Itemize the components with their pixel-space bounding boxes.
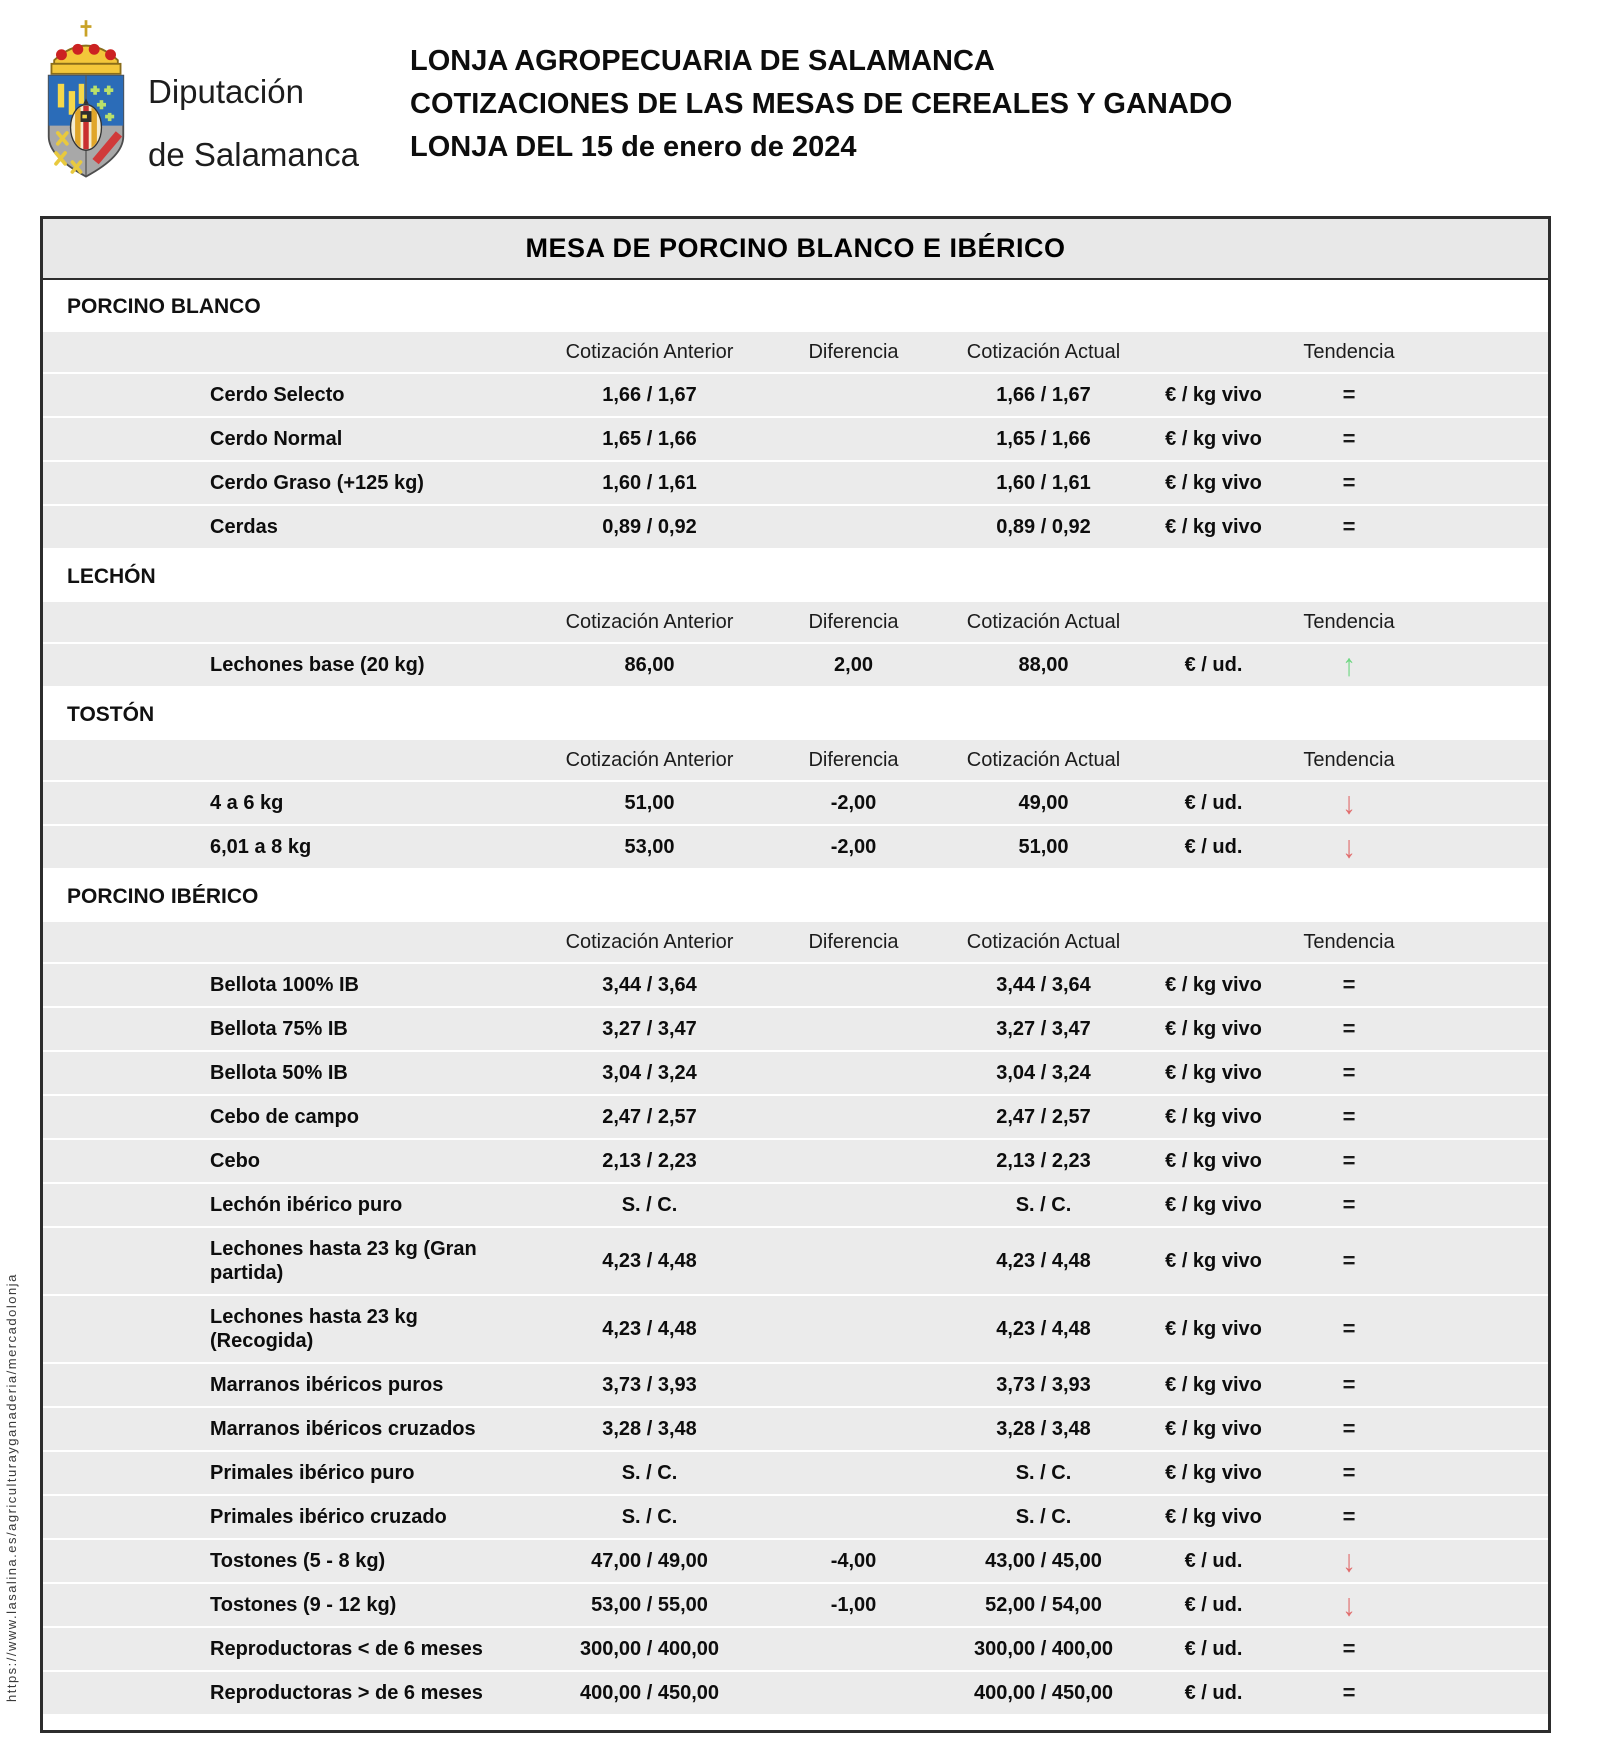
trend-equal-icon: = [1342,1416,1356,1441]
unit-label: € / ud. [1184,1682,1243,1704]
column-header-actual: Cotización Actual [966,610,1121,633]
value-anterior: 4,23 / 4,48 [602,1318,697,1340]
trend-equal-icon: = [1342,1372,1356,1397]
column-header-diferencia: Diferencia [808,930,899,953]
value-actual: 3,28 / 3,48 [996,1418,1091,1440]
table-title: MESA DE PORCINO BLANCO E IBÉRICO [43,219,1548,280]
unit-label: € / kg vivo [1165,516,1262,538]
trend-up-icon: ↑ [1342,647,1356,683]
row-label: Bellota 50% IB [210,1062,348,1084]
trend-equal-icon: = [1342,1148,1356,1173]
table-row [43,964,1548,1006]
value-actual: 1,60 / 1,61 [996,472,1091,494]
row-label: Cerdas [210,516,278,538]
row-label: Cerdo Selecto [210,384,345,406]
unit-label: € / kg vivo [1165,1194,1262,1216]
unit-label: € / ud. [1184,1594,1243,1616]
column-header-actual: Cotización Actual [966,930,1121,953]
trend-equal-icon: = [1342,972,1356,997]
row-label: Cebo de campo [210,1106,359,1128]
row-label: Primales ibérico cruzado [210,1506,447,1528]
column-header-actual: Cotización Actual [966,748,1121,771]
value-anterior: S. / C. [621,1506,678,1528]
row-label: Bellota 100% IB [210,974,359,996]
value-anterior: 0,89 / 0,92 [602,516,697,538]
unit-label: € / kg vivo [1165,1150,1262,1172]
row-label: Primales ibérico puro [210,1462,415,1484]
table-row [43,1496,1548,1538]
trend-equal-icon: = [1342,1060,1356,1085]
column-header-anterior: Cotización Anterior [565,930,734,953]
table-row [43,1140,1548,1182]
column-header-tendencia: Tendencia [1303,340,1395,363]
trend-equal-icon: = [1342,1192,1356,1217]
trend-equal-icon: = [1342,1680,1356,1705]
value-anterior: 300,00 / 400,00 [579,1638,719,1660]
vertical-source-url: https://www.lasalina.es/agriculturayganaderia/mercadolonja [4,1273,19,1702]
column-header-diferencia: Diferencia [808,610,899,633]
trend-down-icon: ↓ [1342,1543,1356,1579]
column-header-anterior: Cotización Anterior [565,748,734,771]
row-label: Lechones hasta 23 kg (Recogida) [210,1306,418,1352]
table-row [43,644,1548,686]
value-anterior: 1,65 / 1,66 [602,428,697,450]
value-anterior: S. / C. [621,1194,678,1216]
row-label: Tostones (5 - 8 kg) [210,1550,386,1572]
value-actual: 3,73 / 3,93 [996,1374,1091,1396]
value-anterior: 51,00 [624,792,675,814]
trend-equal-icon: = [1342,1504,1356,1529]
value-actual: 1,66 / 1,67 [996,384,1091,406]
unit-label: € / kg vivo [1165,1374,1262,1396]
value-anterior: 3,27 / 3,47 [602,1018,697,1040]
column-header-row [43,740,1548,780]
section-label-lechon: LECHÓN [43,550,1548,602]
value-actual: 3,27 / 3,47 [996,1018,1091,1040]
row-label: Cebo [210,1150,260,1172]
value-anterior: 1,60 / 1,61 [602,472,697,494]
unit-label: € / kg vivo [1165,1462,1262,1484]
table-row [43,1184,1548,1226]
value-actual: 52,00 / 54,00 [985,1594,1102,1616]
value-actual: 400,00 / 450,00 [973,1682,1113,1704]
table-row [43,1628,1548,1670]
unit-label: € / kg vivo [1165,1506,1262,1528]
value-actual: 2,13 / 2,23 [996,1150,1091,1172]
table-row [43,1452,1548,1494]
table-row [43,418,1548,460]
trend-down-icon: ↓ [1342,785,1356,821]
table-row [43,374,1548,416]
value-anterior: 3,04 / 3,24 [602,1062,697,1084]
row-label: Cerdo Graso (+125 kg) [210,472,424,494]
unit-label: € / kg vivo [1165,472,1262,494]
value-anterior: S. / C. [621,1462,678,1484]
column-header-anterior: Cotización Anterior [565,610,734,633]
table-row [43,1540,1548,1582]
row-label: 6,01 a 8 kg [210,836,312,858]
value-anterior: 3,44 / 3,64 [602,974,697,996]
value-actual: S. / C. [1015,1194,1072,1216]
table-row [43,1584,1548,1626]
row-label: Bellota 75% IB [210,1018,348,1040]
row-label: Marranos ibéricos puros [210,1374,444,1396]
value-actual: 4,23 / 4,48 [996,1250,1091,1272]
unit-label: € / kg vivo [1165,1250,1262,1272]
diputacion-logo [36,12,396,192]
unit-label: € / kg vivo [1165,1418,1262,1440]
value-actual: 4,23 / 4,48 [996,1318,1091,1340]
column-header-row [43,922,1548,962]
column-header-diferencia: Diferencia [808,340,899,363]
value-actual: 49,00 [1018,792,1069,814]
value-anterior: 4,23 / 4,48 [602,1250,697,1272]
value-anterior: 2,47 / 2,57 [602,1106,697,1128]
column-header-diferencia: Diferencia [808,748,899,771]
trend-down-icon: ↓ [1342,1587,1356,1623]
title-line-2: COTIZACIONES DE LAS MESAS DE CEREALES Y GANADO [410,88,1233,120]
trend-equal-icon: = [1342,426,1356,451]
value-actual: 43,00 / 45,00 [985,1550,1102,1572]
unit-label: € / ud. [1184,836,1243,858]
value-anterior: 3,73 / 3,93 [602,1374,697,1396]
table-row [43,1364,1548,1406]
value-actual: 3,04 / 3,24 [996,1062,1091,1084]
trend-equal-icon: = [1342,514,1356,539]
value-diferencia: -2,00 [830,792,877,814]
value-diferencia: 2,00 [834,654,873,676]
table-row [43,1008,1548,1050]
unit-label: € / kg vivo [1165,1018,1262,1040]
unit-label: € / ud. [1184,792,1243,814]
table-row [43,1408,1548,1450]
column-header-row [43,602,1548,642]
unit-label: € / kg vivo [1165,974,1262,996]
row-label: Marranos ibéricos cruzados [210,1418,476,1440]
unit-label: € / ud. [1184,1550,1243,1572]
table-row [43,826,1548,868]
column-header-row [43,332,1548,372]
value-diferencia: -2,00 [830,836,877,858]
value-actual: 88,00 [1018,654,1069,676]
row-label: Lechones base (20 kg) [210,654,425,676]
table-sections [43,280,1548,1714]
trend-equal-icon: = [1342,1316,1356,1341]
table-row [43,1672,1548,1714]
trend-equal-icon: = [1342,1460,1356,1485]
value-anterior: 53,00 [624,836,675,858]
trend-equal-icon: = [1342,470,1356,495]
row-label: Reproductoras > de 6 meses [210,1682,483,1704]
value-diferencia: -4,00 [830,1550,877,1572]
row-label: Tostones (9 - 12 kg) [210,1594,397,1616]
trend-down-icon: ↓ [1342,829,1356,865]
trend-equal-icon: = [1342,1248,1356,1273]
value-actual: 1,65 / 1,66 [996,428,1091,450]
trend-equal-icon: = [1342,382,1356,407]
logo-text-line1: Diputación [148,73,304,110]
column-header-tendencia: Tendencia [1303,610,1395,633]
unit-label: € / ud. [1184,654,1243,676]
title-line-1: LONJA AGROPECUARIA DE SALAMANCA [410,45,995,77]
row-label: Reproductoras < de 6 meses [210,1638,483,1660]
document-title [410,40,1232,169]
value-actual: 0,89 / 0,92 [996,516,1091,538]
table-row [43,782,1548,824]
value-anterior: 86,00 [624,654,675,676]
value-anterior: 400,00 / 450,00 [579,1682,719,1704]
value-actual: S. / C. [1015,1506,1072,1528]
title-line-3: LONJA DEL 15 de enero de 2024 [410,131,857,163]
column-header-tendencia: Tendencia [1303,930,1395,953]
unit-label: € / kg vivo [1165,1062,1262,1084]
unit-label: € / kg vivo [1165,1106,1262,1128]
trend-equal-icon: = [1342,1016,1356,1041]
unit-label: € / kg vivo [1165,384,1262,406]
row-label: Lechones hasta 23 kg (Gran partida) [210,1238,477,1284]
table-row [43,1228,1548,1294]
table-row [43,462,1548,504]
value-actual: 2,47 / 2,57 [996,1106,1091,1128]
row-label: Lechón ibérico puro [210,1194,403,1216]
section-label-porcino-iberico: PORCINO IBÉRICO [43,870,1548,922]
price-table [40,216,1551,1733]
coat-of-arms-icon [36,16,136,188]
value-anterior: 1,66 / 1,67 [602,384,697,406]
column-header-tendencia: Tendencia [1303,748,1395,771]
value-anterior: 3,28 / 3,48 [602,1418,697,1440]
column-header-actual: Cotización Actual [966,340,1121,363]
table-row [43,1296,1548,1362]
trend-equal-icon: = [1342,1104,1356,1129]
table-row [43,506,1548,548]
unit-label: € / kg vivo [1165,428,1262,450]
value-actual: 300,00 / 400,00 [973,1638,1113,1660]
row-label: Cerdo Normal [210,428,343,450]
value-anterior: 2,13 / 2,23 [602,1150,697,1172]
value-actual: S. / C. [1015,1462,1072,1484]
value-diferencia: -1,00 [830,1594,877,1616]
column-header-anterior: Cotización Anterior [565,340,734,363]
section-label-porcino-blanco: PORCINO BLANCO [43,280,1548,332]
value-anterior: 53,00 / 55,00 [591,1594,708,1616]
value-anterior: 47,00 / 49,00 [591,1550,708,1572]
section-label-toston: TOSTÓN [43,688,1548,740]
value-actual: 3,44 / 3,64 [996,974,1091,996]
table-row [43,1052,1548,1094]
logo-text-line2: de Salamanca [148,136,359,173]
table-row [43,1096,1548,1138]
trend-equal-icon: = [1342,1636,1356,1661]
value-actual: 51,00 [1018,836,1069,858]
unit-label: € / kg vivo [1165,1318,1262,1340]
unit-label: € / ud. [1184,1638,1243,1660]
row-label: 4 a 6 kg [210,792,284,814]
